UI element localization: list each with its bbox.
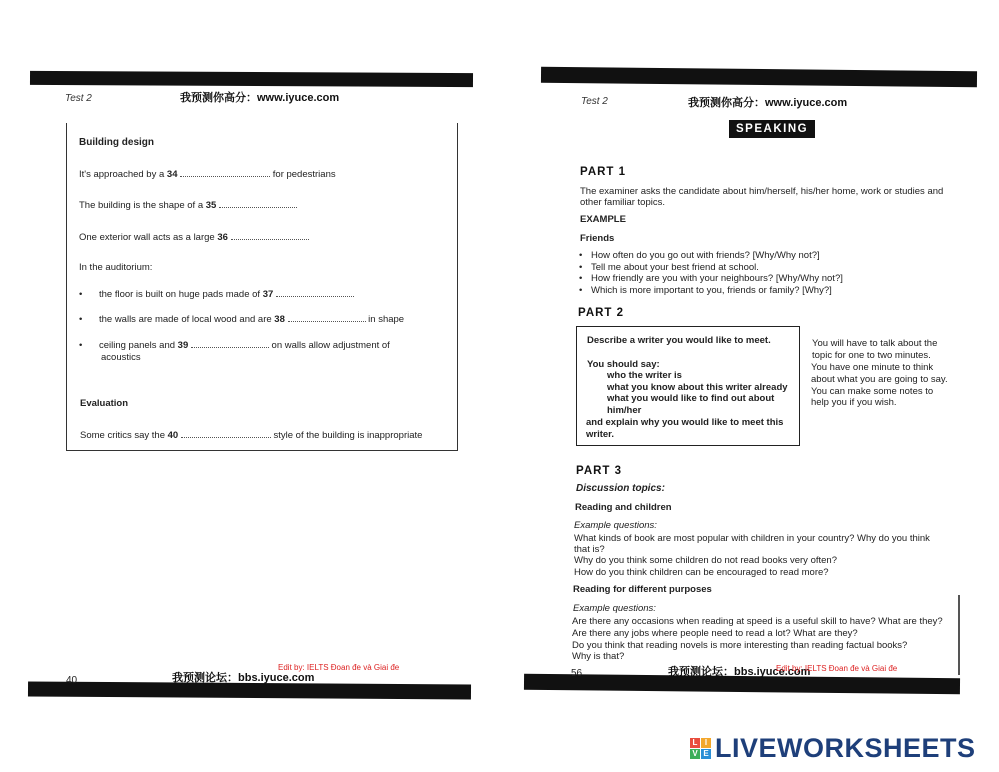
liveworksheets-logo[interactable]	[690, 733, 976, 764]
q35-number: 35	[205, 200, 217, 211]
list-item: • Tell me about your best friend at school.	[579, 262, 843, 274]
question-34	[79, 168, 336, 180]
q36-text: One exterior wall acts as a large	[79, 232, 215, 243]
topic1-question-3: How do you think children can be encouraged to read more?	[574, 567, 829, 578]
example-label: EXAMPLE	[580, 214, 626, 225]
logo-text: LIVEWORKSHEETS	[715, 733, 976, 763]
part2-instructions-6: help you if you wish.	[811, 397, 897, 408]
friends-question-list	[579, 250, 843, 296]
q35-text: The building is the shape of a	[79, 200, 204, 211]
part2-title: PART 2	[578, 307, 625, 319]
topic1-question-2: Why do you think some children do not read books very often?	[574, 555, 837, 566]
q40-text-after: style of the building is inappropriate	[273, 430, 423, 441]
part2-instructions-2: topic for one to two minutes.	[812, 350, 931, 361]
topic-reading-children: Reading and children	[575, 502, 672, 513]
left-site-header: 我预测你高分：www.iyuce.com	[180, 92, 340, 104]
logo-letter: L	[690, 738, 700, 748]
left-edit-note: Edit by: IELTS Đoan đe và Giai đe	[278, 663, 400, 672]
right-site-header: 我预测你高分：www.iyuce.com	[688, 97, 848, 109]
scan-edge-right	[958, 595, 960, 675]
q39-number: 39	[177, 340, 189, 351]
bullet-icon: •	[79, 289, 83, 300]
logo-letter: V	[690, 749, 700, 759]
topic1-question-1: What kinds of book are most popular with children in your country? Why do you think	[574, 533, 930, 544]
question-37	[79, 288, 354, 300]
q38-answer-blank[interactable]	[288, 313, 366, 322]
q38-text-after: in shape	[368, 314, 405, 325]
q34-answer-blank[interactable]	[180, 168, 270, 177]
list-item: • How often do you go out with friends? [Why/Why not?]	[579, 250, 843, 262]
question-39	[79, 339, 390, 351]
right-edit-note: Edit by: IELTS Đoan đe và Giai đe	[776, 664, 898, 673]
q34-text-after: for pedestrians	[272, 169, 336, 180]
topic2-question-4: Why is that?	[572, 651, 625, 662]
cue-card-explain-end: writer.	[586, 429, 614, 440]
q38-number: 38	[274, 314, 285, 325]
part2-instructions-4: about what you are going to say.	[811, 374, 948, 385]
part1-intro-line1: The examiner asks the candidate about him/herself, his/her home, work or studies and	[580, 186, 944, 197]
cue-card-title: Describe a writer you would like to meet.	[587, 335, 771, 346]
cue-card-should-say: You should say:	[587, 359, 660, 370]
right-page-number: 56	[571, 668, 583, 679]
topic2-question-1: Are there any occasions when reading at speed is a useful skill to have? What are they?	[572, 616, 943, 627]
q34-text: It's approached by a	[79, 169, 165, 180]
q37-number: 37	[262, 289, 274, 300]
cue-card-point: him/her	[607, 405, 642, 416]
logo-mark-icon	[690, 738, 711, 759]
question-40	[80, 429, 422, 441]
scan-top-bar-left	[30, 71, 473, 87]
friends-label: Friends	[580, 233, 615, 244]
q36-number: 36	[217, 232, 228, 243]
building-design-title: Building design	[79, 137, 154, 148]
q39-text-continued: acoustics	[101, 352, 141, 363]
list-item: • Which is more important to you, friends or family? [Why?]	[579, 285, 843, 297]
evaluation-title: Evaluation	[80, 398, 129, 409]
part1-intro-line2: other familiar topics.	[580, 197, 666, 208]
bullet-icon: •	[79, 314, 83, 325]
q37-answer-blank[interactable]	[276, 288, 354, 297]
left-footer-site: 我预测论坛：bbs.iyuce.com	[172, 672, 315, 684]
part2-instructions-3: You have one minute to think	[811, 362, 934, 373]
q37-text: the floor is built on huge pads made of	[98, 289, 261, 300]
part2-instructions-1: You will have to talk about the	[812, 338, 938, 349]
q38-text: the walls are made of local wood and are	[98, 314, 272, 325]
right-test-label: Test 2	[581, 96, 608, 107]
q34-number: 34	[166, 169, 178, 180]
q40-text: Some critics say the	[80, 430, 165, 441]
topic2-question-2: Are there any jobs where people need to read a lot? What are they?	[572, 628, 858, 639]
cue-card-explain: and explain why you would like to meet this	[586, 417, 784, 428]
example-questions-label: Example questions:	[574, 520, 657, 531]
example-questions-label: Example questions:	[573, 603, 656, 614]
part2-instructions-5: You can make some notes to	[811, 386, 934, 397]
list-item: • How friendly are you with your neighbours? [Why/Why not?]	[579, 273, 843, 285]
right-footer-site: 我预测论坛：bbs.iyuce.com	[668, 666, 811, 678]
q35-answer-blank[interactable]	[219, 199, 297, 208]
discussion-topics-label: Discussion topics:	[576, 483, 665, 494]
q36-answer-blank[interactable]	[231, 231, 309, 240]
question-38	[79, 313, 404, 325]
part3-title: PART 3	[576, 465, 623, 477]
scan-top-bar-right	[541, 67, 977, 88]
auditorium-intro: In the auditorium:	[79, 262, 153, 273]
q39-answer-blank[interactable]	[191, 339, 269, 348]
logo-letter: I	[701, 738, 711, 748]
question-36	[79, 231, 309, 243]
bullet-icon: •	[79, 340, 83, 351]
question-35	[79, 199, 297, 211]
part1-title: PART 1	[580, 166, 627, 178]
q39-text-after: on walls allow adjustment of	[271, 340, 390, 351]
left-test-label: Test 2	[65, 93, 92, 104]
speaking-badge: SPEAKING	[729, 120, 815, 138]
q39-text: ceiling panels and	[98, 340, 176, 351]
topic2-question-3: Do you think that reading novels is more interesting than reading factual books?	[572, 640, 908, 651]
q40-answer-blank[interactable]	[181, 429, 271, 438]
topic1-question-1-cont: that is?	[574, 544, 605, 555]
cue-card-point: what you would like to find out about	[607, 393, 775, 404]
cue-card-point: what you know about this writer already	[607, 382, 788, 393]
topic-reading-purposes: Reading for different purposes	[573, 584, 712, 595]
cue-card-point: who the writer is	[607, 370, 682, 381]
left-page-number: 40	[66, 675, 78, 686]
q40-number: 40	[167, 430, 179, 441]
logo-letter: E	[701, 749, 711, 759]
